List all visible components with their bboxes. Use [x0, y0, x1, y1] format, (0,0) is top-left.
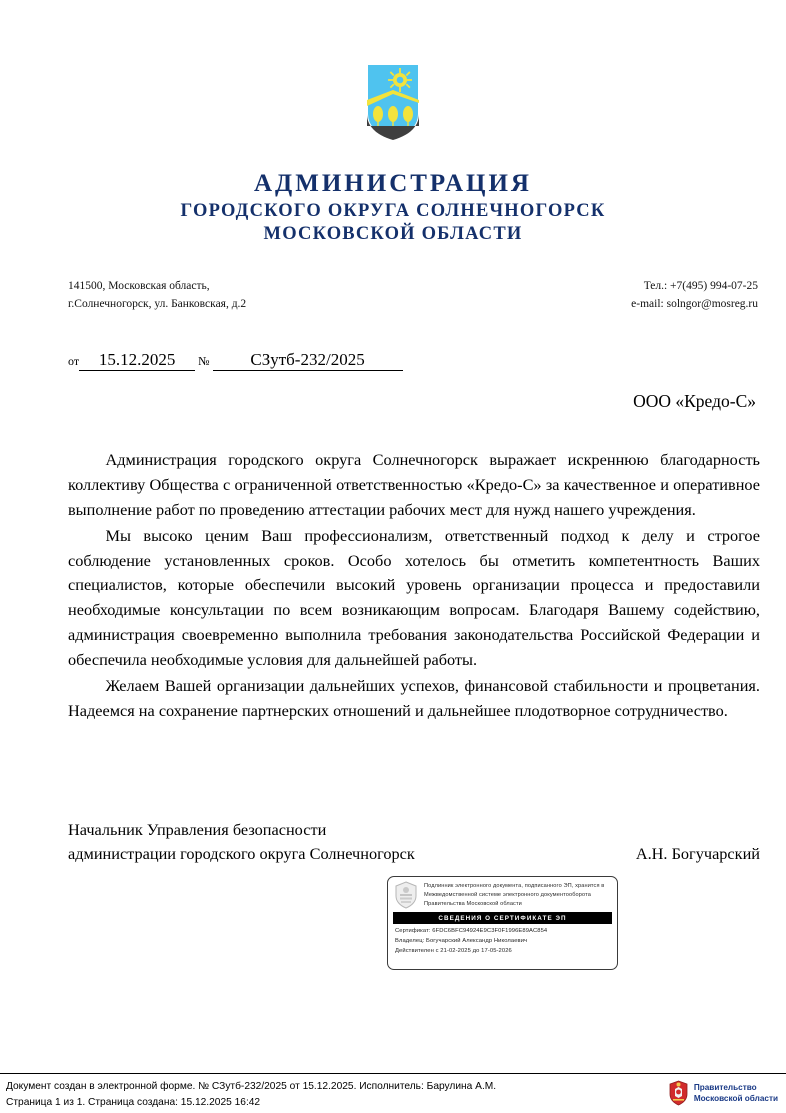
letterhead-title — [0, 168, 786, 246]
address-line-2: г.Солнечногорск, ул. Банковская, д.2 — [68, 297, 247, 310]
footer-logo-text — [694, 1082, 778, 1104]
stamp-note-text: Подлинник электронного документа, подписанного ЭП, хранится в Межведомственной системе электронного документооборота Правительства Московской области — [424, 883, 605, 907]
document-date: 15.12.2025 — [79, 350, 195, 371]
addressee: ООО «Кредо-С» — [633, 391, 756, 411]
address-block — [68, 278, 246, 314]
signature-block — [68, 818, 760, 867]
signer-name: А.Н. Богучарский — [635, 844, 760, 864]
letterhead-line-2: ГОРОДСКОГО ОКРУГА СОЛНЕЧНОГОРСК — [180, 200, 606, 221]
footer-logo-line-1: Правительство — [693, 1082, 757, 1092]
document-reference-line — [68, 350, 403, 371]
stamp-owner: Владелец: Богучарский Александр Николаевич — [395, 938, 528, 945]
body-paragraph-3: Желаем Вашей организации дальнейших успехов, финансовой стабильности и процветания. Надеемся на сохранение партнерских отношений и дальнейшее плодотворное сотрудничество. — [68, 676, 760, 720]
footer-line-1: Документ создан в электронной форме. № СЗутб-232/2025 от 15.12.2025. Исполнитель: Барулина А.М. — [6, 1081, 497, 1092]
moscow-region-arms-icon — [668, 1080, 689, 1106]
moscow-region-government-logo — [668, 1080, 778, 1106]
address-line-1: 141500, Московская область, — [68, 280, 210, 292]
signer-title-line-2: администрации городского округа Солнечногорск — [68, 844, 415, 864]
body-paragraph-2: Мы высоко ценим Ваш профессионализм, ответственный подход к делу и строгое соблюдение установленных сроков. Особо хотелось бы отметить компетентность Ваших специалистов, которые обеспечили высокий уровень организации процесса и предоставили необходимые консультации по всем возникающим вопросам. Благодаря Вашему содействию, администрация своевременно выполнила требования законодательства Российской Федерации и обеспечила необходимые условия для дальнейшей работы. — [68, 525, 760, 669]
footer-text — [6, 1079, 496, 1110]
stamp-validity: Действителен с 21-02-2025 до 17-05-2026 — [395, 948, 512, 955]
email-text: e-mail: solngor@mosreg.ru — [631, 297, 758, 310]
stamp-certificate: Сертификат: 6FDC6BFC94924E9C3F0F1996E89AC854 — [395, 928, 548, 935]
letterhead-emblem — [0, 62, 786, 142]
letterhead-line-3: МОСКОВСКОЙ ОБЛАСТИ — [263, 223, 523, 244]
footer-line-2: Страница 1 из 1. Страница создана: 15.12.2025 16:42 — [6, 1096, 261, 1108]
signer-title-line-1: Начальник Управления безопасности — [68, 820, 327, 839]
electronic-signature-stamp — [387, 876, 618, 970]
body-paragraph-1: Администрация городского округа Солнечногорск выражает искреннюю благодарность коллективу Общества с ограниченной ответственностью «Кредо-С» за качественное и оперативное выполнение работ по проведению аттестации рабочих мест для нужд нашего учреждения. — [68, 450, 760, 519]
document-number: СЗутб-232/2025 — [213, 350, 403, 371]
footer-divider — [0, 1073, 786, 1074]
coat-of-arms-icon — [365, 62, 421, 142]
number-label: № — [198, 354, 210, 368]
stamp-bar-label: СВЕДЕНИЯ О СЕРТИФИКАТЕ ЭП — [393, 912, 612, 924]
letter-body — [68, 448, 760, 725]
seal-emblem-icon — [393, 881, 419, 909]
phone-email-block — [631, 278, 758, 314]
letterhead-line-1: АДМИНИСТРАЦИЯ — [254, 170, 532, 197]
contact-block — [68, 278, 758, 314]
from-label: от — [68, 354, 80, 368]
footer-logo-line-2: Московской области — [693, 1094, 778, 1103]
phone-text: Тел.: +7(495) 994-07-25 — [643, 280, 758, 292]
